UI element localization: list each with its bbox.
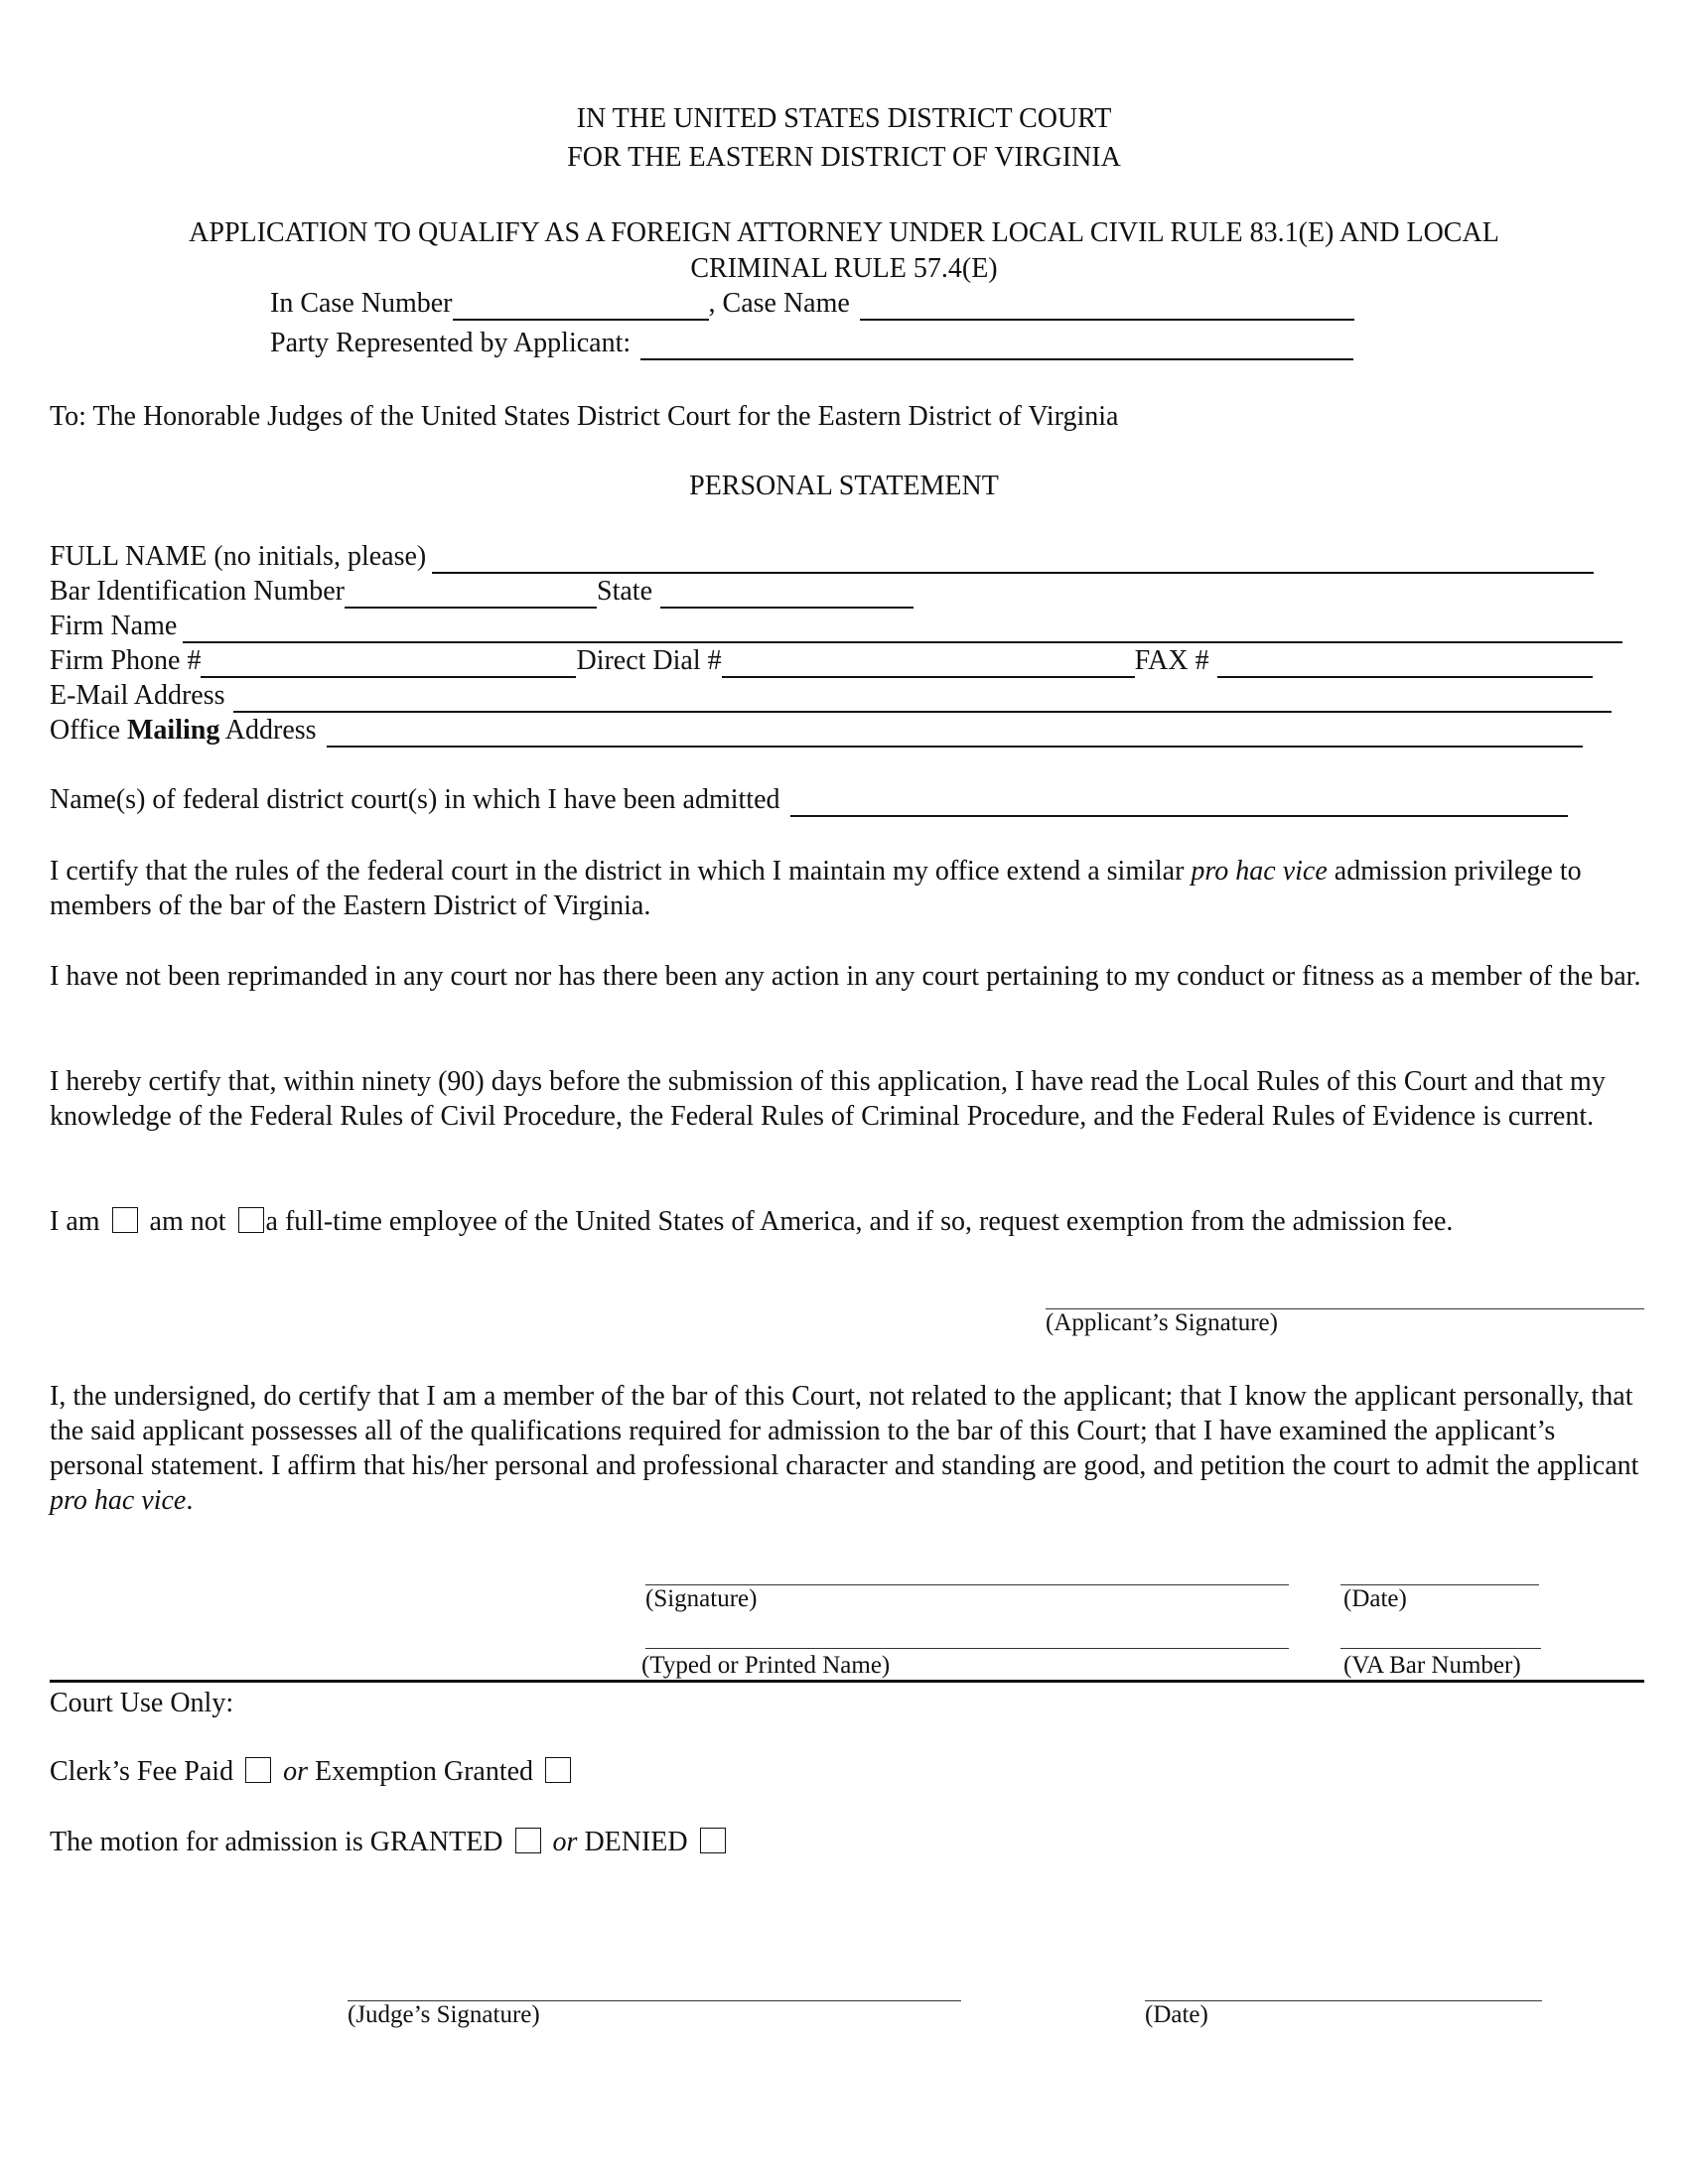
office-address-field[interactable] [327,720,1583,748]
firm-phone-field[interactable] [201,650,576,678]
courts-field[interactable] [790,789,1568,817]
case-name-label: , Case Name [708,288,850,319]
courts-label: Name(s) of federal district court(s) in which I have been admitted [50,784,780,815]
salutation: To: The Honorable Judges of the United States District Court for the Eastern District of Virginia [50,401,1119,432]
am-not-checkbox[interactable] [238,1207,264,1233]
full-name-label: FULL NAME (no initials, please) [50,541,427,572]
local-rules-paragraph: I hereby certify that, within ninety (90) days before the submission of this application, I have read the Local Rules of this Court and that my knowledge of the Federal Rules of Civil Procedure, the Federal Rules of Criminal Procedure, and the Federal Rules of Evidence is current. [50,1066,1606,1132]
va-bar-number-label: (VA Bar Number) [1343,1652,1521,1679]
full-name-row [50,539,1594,574]
firm-phone-label: Firm Phone # [50,645,202,676]
party-field[interactable] [640,333,1353,360]
employee-row [50,1204,1453,1239]
office-address-row [50,713,1583,748]
section-heading: PERSONAL STATEMENT [689,471,999,501]
fax-label: FAX # [1134,645,1209,676]
motion-row [50,1825,731,1859]
case-name-field[interactable] [860,293,1354,321]
email-row [50,678,1612,713]
fee-paid-checkbox[interactable] [245,1757,271,1783]
state-field[interactable] [660,581,914,609]
sponsor-date-label: (Date) [1343,1585,1407,1612]
printed-name-line[interactable] [645,1648,1289,1649]
firm-name-row [50,609,1622,643]
direct-dial-field[interactable] [722,650,1135,678]
employee-i-am-label: I am [50,1206,100,1237]
denied-label: DENIED [584,1827,688,1857]
email-label: E-Mail Address [50,680,225,711]
exemption-label: Exemption Granted [315,1756,534,1787]
form-title-line2: CRIMINAL RULE 57.4(E) [690,253,998,284]
judge-date-label: (Date) [1145,2001,1208,2028]
phone-row [50,643,1593,678]
sponsor-signature-label: (Signature) [645,1585,758,1612]
firm-name-field[interactable] [183,615,1622,643]
office-address-label: Office Mailing Address [50,715,317,746]
printed-name-label: (Typed or Printed Name) [641,1652,891,1679]
email-field[interactable] [233,685,1612,713]
firm-name-label: Firm Name [50,611,178,641]
not-reprimanded-paragraph: I have not been reprimanded in any court nor has there been any action in any court pertaining to my conduct or fitness as a member of the bar. [50,961,1641,992]
i-am-checkbox[interactable] [112,1207,138,1233]
court-use-divider [50,1680,1644,1683]
case-number-field[interactable] [453,293,709,321]
full-name-field[interactable] [432,546,1594,574]
bar-id-label: Bar Identification Number [50,576,346,607]
certify-rules-paragraph: I certify that the rules of the federal court in the district in which I maintain my office extend a similar pro hac vice admission privilege to members of the bar of the Eastern District of Virginia. [50,856,1582,921]
or-label: or [283,1756,308,1787]
granted-label: The motion for admission is GRANTED [50,1827,503,1857]
applicant-signature-label: (Applicant’s Signature) [1046,1309,1278,1336]
direct-dial-label: Direct Dial # [576,645,722,676]
fee-paid-label: Clerk’s Fee Paid [50,1756,234,1787]
employee-text: a full-time employee of the United States of America, and if so, request exemption from the admission fee. [265,1206,1454,1237]
state-label: State [597,576,653,607]
party-label: Party Represented by Applicant: [270,328,632,358]
court-name-line1: IN THE UNITED STATES DISTRICT COURT [576,103,1112,134]
sponsor-paragraph: I, the undersigned, do certify that I am a member of the bar of this Court, not related to the applicant; that I know the applicant personally, that the said applicant possesses all of the qualifications required for admission to the bar of this Court; that I have examined the applicant’s personal statement. I affirm that his/her personal and professional character and standing are good, and petition the court to admit the applicant pro hac vice. [50,1381,1639,1516]
fee-row [50,1754,576,1789]
va-bar-number-line[interactable] [1340,1648,1541,1649]
bar-id-field[interactable] [345,581,597,609]
courts-row [50,782,1568,817]
employee-am-not-label: am not [149,1206,226,1237]
case-info-row [270,286,1354,321]
judge-signature-label: (Judge’s Signature) [348,2001,540,2028]
case-number-label: In Case Number [270,288,453,319]
party-row [270,326,1353,360]
form-title-line1: APPLICATION TO QUALIFY AS A FOREIGN ATTORNEY UNDER LOCAL CIVIL RULE 83.1(E) AND LOCAL [189,217,1499,248]
fax-field[interactable] [1217,650,1593,678]
exemption-checkbox[interactable] [545,1757,571,1783]
bar-id-row [50,574,914,609]
court-name-line2: FOR THE EASTERN DISTRICT OF VIRGINIA [567,142,1121,173]
denied-checkbox[interactable] [700,1828,726,1853]
granted-checkbox[interactable] [515,1828,541,1853]
court-use-heading: Court Use Only: [50,1688,234,1718]
or-label: or [552,1827,578,1857]
